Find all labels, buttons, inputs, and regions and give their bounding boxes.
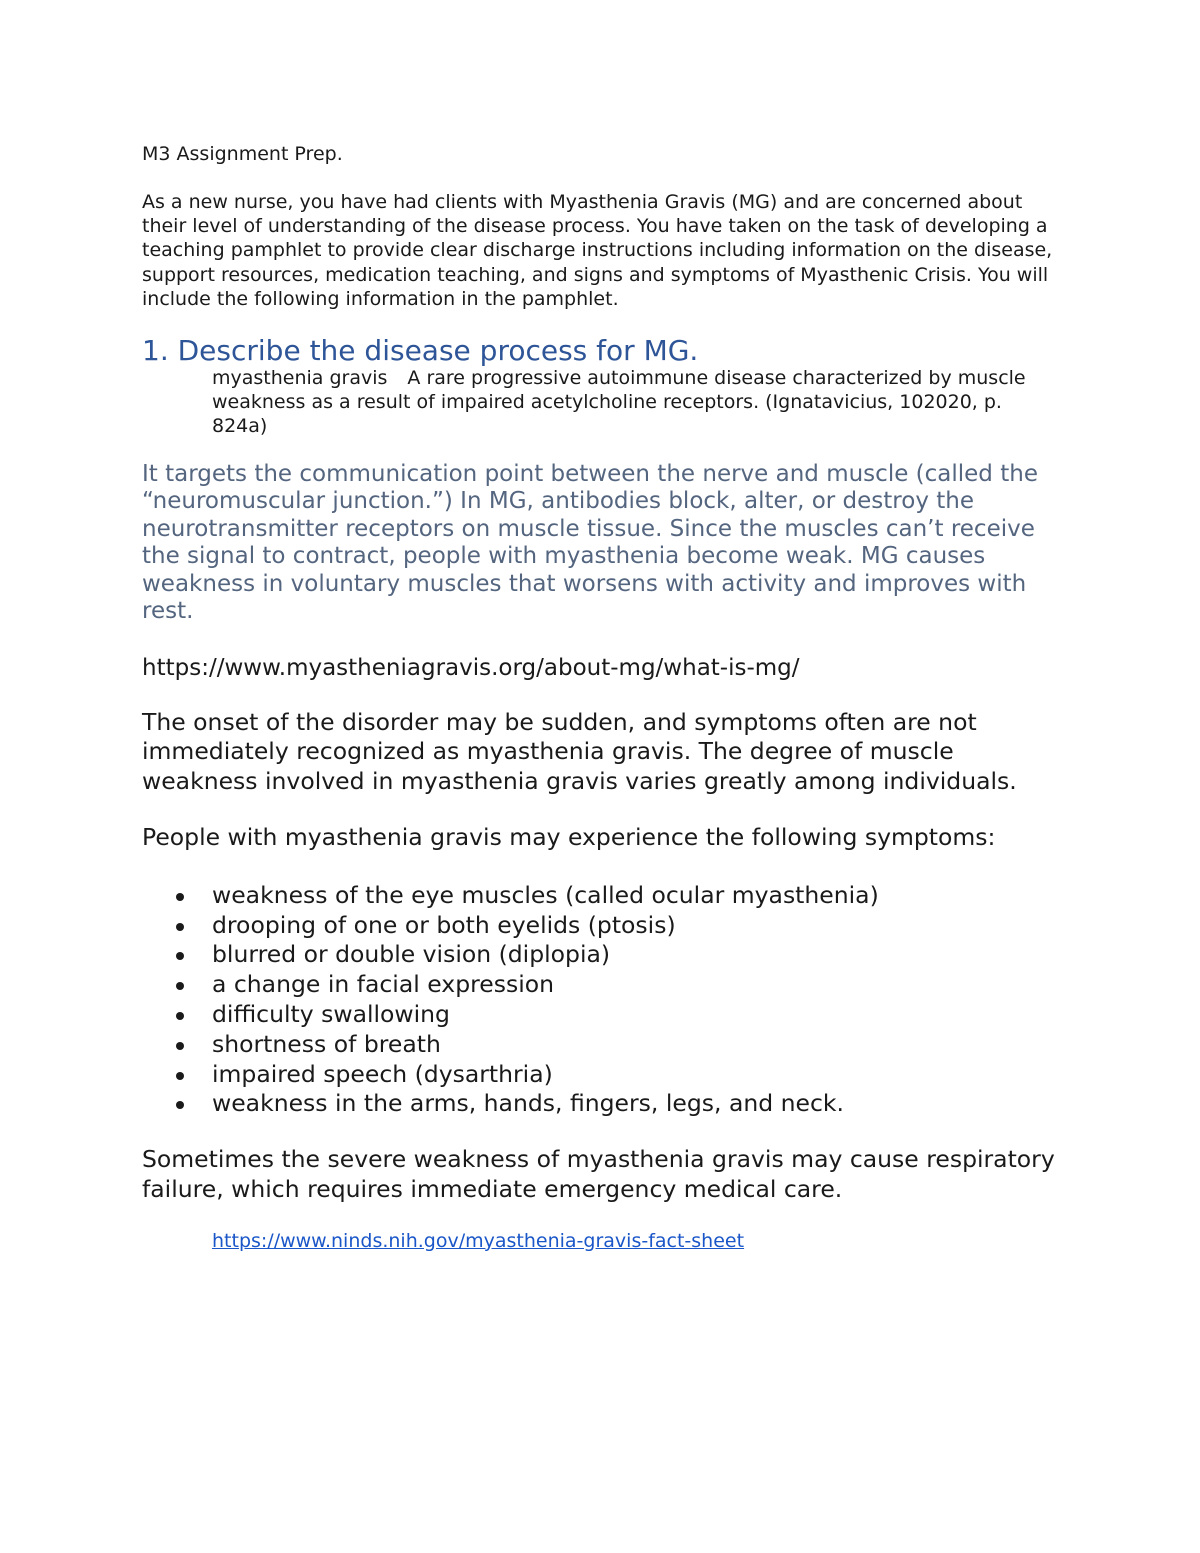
onset-paragraph: The onset of the disorder may be sudden, and symptoms often are not immediately recognized as myasthenia gravis. The degree of muscle weakness involved in myasthenia gravis varies greatly among individuals. xyxy=(142,707,1017,796)
symptoms-list xyxy=(142,881,1062,1119)
list-item: a change in facial expression xyxy=(142,970,1062,1000)
bullet-icon xyxy=(176,923,184,931)
bullet-icon xyxy=(176,1072,184,1080)
definition-paragraph xyxy=(212,366,1062,439)
bullet-icon xyxy=(176,1042,184,1050)
mg-org-url: https://www.myastheniagravis.org/about-mg/what-is-mg/ xyxy=(142,654,800,681)
section-heading: 1. Describe the disease process for MG. xyxy=(142,334,699,368)
bullet-icon xyxy=(176,1012,184,1020)
definition-term: myasthenia gravis xyxy=(212,367,388,390)
list-item: difficulty swallowing xyxy=(142,1000,1062,1030)
bullet-icon xyxy=(176,982,184,990)
symptoms-intro: People with myasthenia gravis may experience the following symptoms: xyxy=(142,823,996,852)
bullet-icon xyxy=(176,893,184,901)
bullet-icon xyxy=(176,952,184,960)
definition-text: A rare progressive autoimmune disease characterized by muscle weakness as a result of impaired acetylcholine receptors. (Ignatavicius, 102020, p. 824a) xyxy=(212,367,1026,438)
document-page xyxy=(142,142,1062,1253)
list-item: impaired speech (dysarthria) xyxy=(142,1060,1062,1090)
ninds-fact-sheet-link[interactable]: https://www.ninds.nih.gov/myasthenia-gravis-fact-sheet xyxy=(212,1229,745,1252)
list-item: drooping of one or both eyelids (ptosis) xyxy=(142,911,1062,941)
list-item: blurred or double vision (diplopia) xyxy=(142,940,1062,970)
list-item: weakness in the arms, hands, fingers, legs, and neck. xyxy=(142,1089,1062,1119)
list-item: weakness of the eye muscles (called ocular myasthenia) xyxy=(142,881,1062,911)
document-title: M3 Assignment Prep. xyxy=(142,143,343,165)
bullet-icon xyxy=(176,1101,184,1109)
mg-org-paragraph: It targets the communication point between the nerve and muscle (called the “neuromuscular junction.”) In MG, antibodies block, alter, or destroy the neurotransmitter receptors on muscle tissue. Since the muscles can’t receive the signal to contract, people with myasthenia become weak. MG causes weakness in voluntary muscles that worsens with activity and improves with rest. xyxy=(142,460,1038,625)
intro-paragraph: As a new nurse, you have had clients with Myasthenia Gravis (MG) and are concerned about their level of understanding of the disease process. You have taken on the task of developing a teaching pamphlet to provide clear discharge instructions including information on the disease, support resources, medication teaching, and signs and symptoms of Myasthenic Crisis. You will include the following information in the pamphlet. xyxy=(142,191,1053,310)
respiratory-paragraph: Sometimes the severe weakness of myasthenia gravis may cause respiratory failure, which requires immediate emergency medical care. xyxy=(142,1145,1055,1203)
list-item: shortness of breath xyxy=(142,1030,1062,1060)
